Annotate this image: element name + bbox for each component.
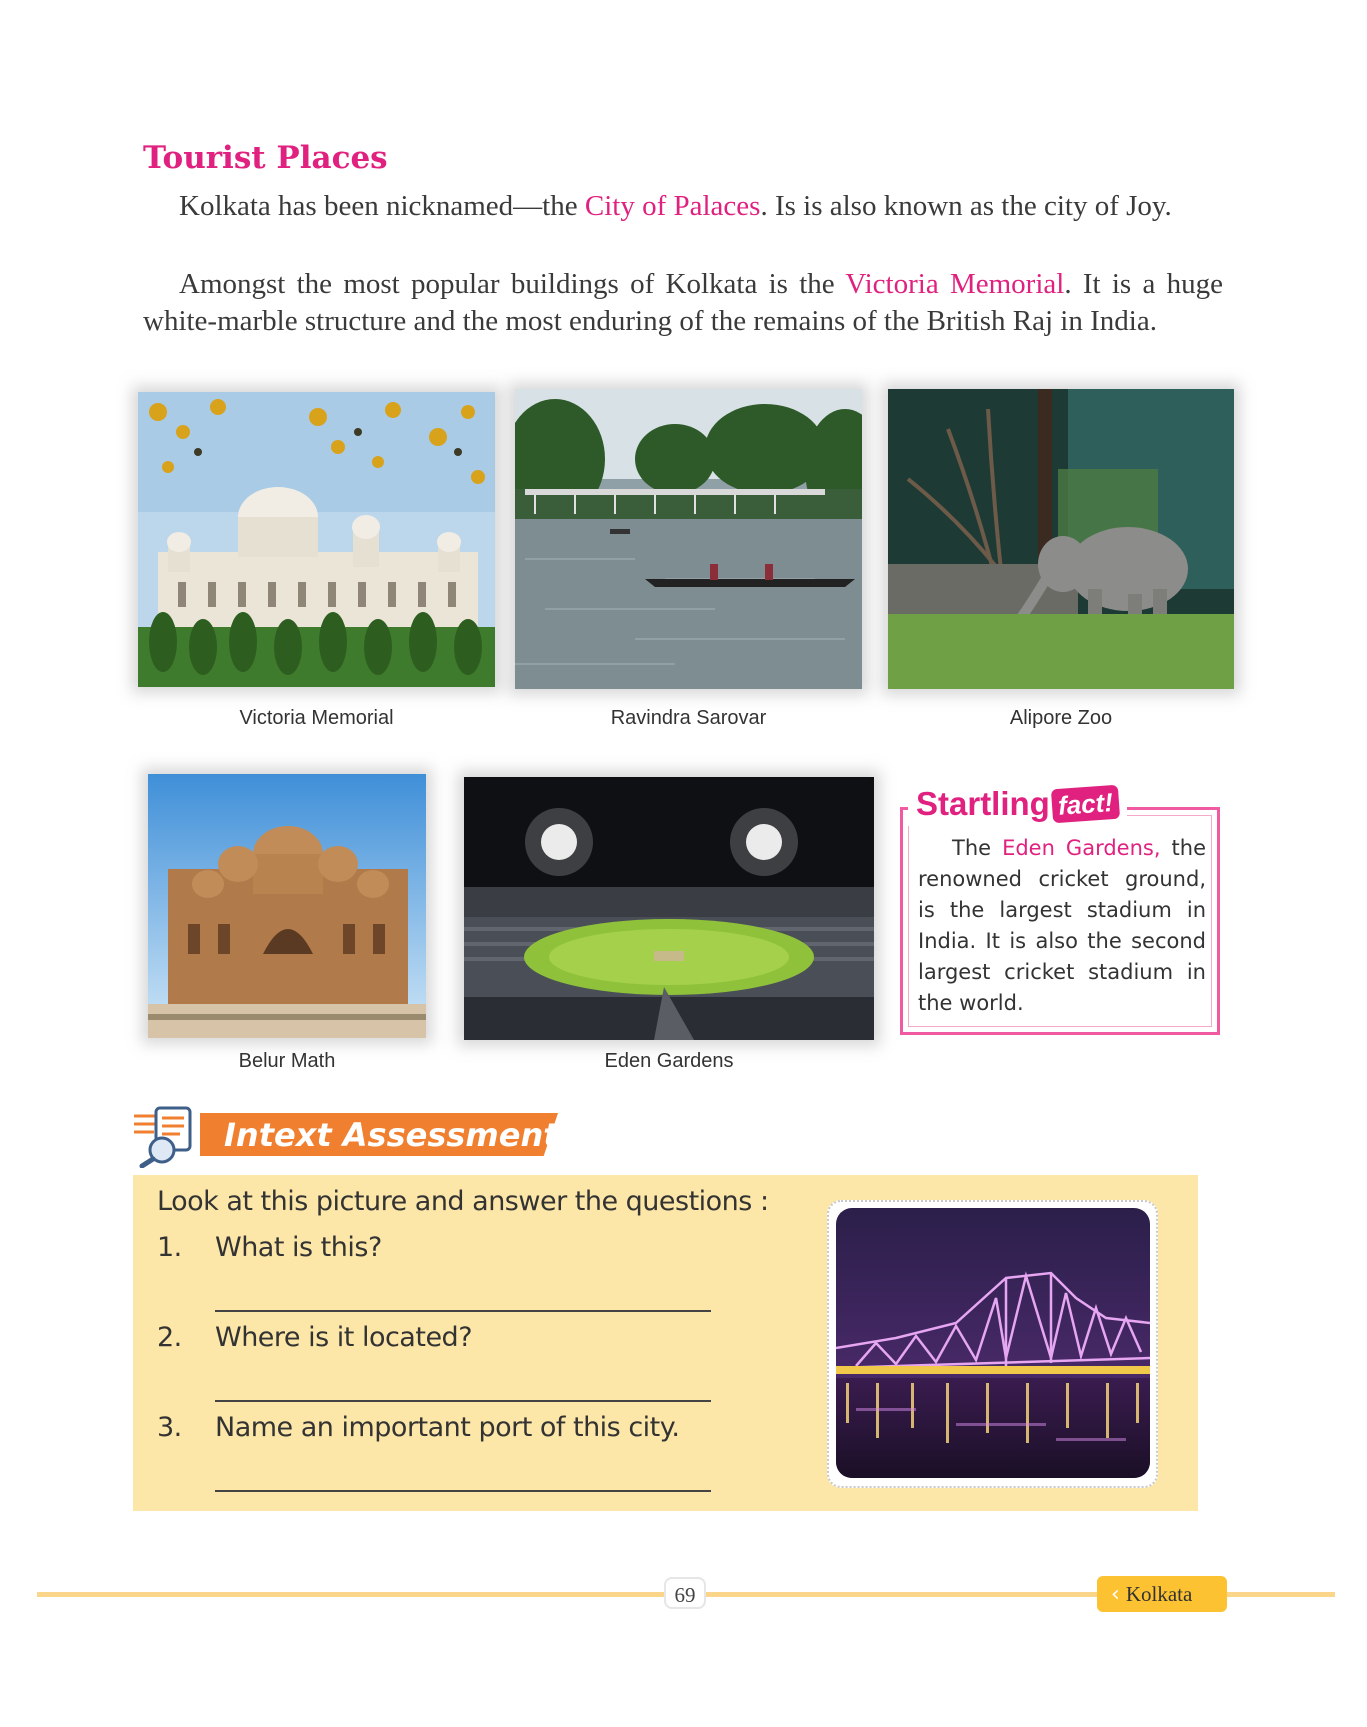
fact-badge: fact! <box>1051 785 1120 824</box>
paragraph-text: . It is a huge white-marble structure and the most enduring of the remains of the British Raj in India. <box>143 268 1224 337</box>
howrah-bridge-photo <box>836 1208 1150 1478</box>
startling-fact-text <box>918 833 1206 1019</box>
startling-fact-title <box>908 782 1127 826</box>
chevron-left-icon: ‹ <box>1111 1581 1120 1607</box>
caption-eden-gardens: Eden Gardens <box>604 1050 734 1072</box>
question-number: 1. <box>157 1232 182 1263</box>
caption-belur-math: Belur Math <box>238 1050 336 1072</box>
question-text: What is this? <box>215 1232 382 1263</box>
page-number: 69 <box>664 1577 706 1609</box>
question-number: 3. <box>157 1412 182 1443</box>
paragraph-text: Kolkata has been nicknamed—the <box>179 190 585 222</box>
paragraph-text: . Is is also known as the city of Joy. <box>760 190 1172 222</box>
eden-gardens-photo <box>464 777 874 1040</box>
assessment-prompt: Look at this picture and answer the questions : <box>157 1186 769 1217</box>
fact-text-start: The <box>952 836 1003 860</box>
chapter-tab[interactable] <box>1097 1576 1227 1612</box>
highlight-victoria-memorial: Victoria Memorial <box>845 268 1065 300</box>
section-title: Tourist Places <box>143 140 388 176</box>
startling-label: Startling <box>916 785 1050 822</box>
ravindra-sarovar-photo <box>515 389 862 689</box>
victoria-memorial-photo <box>138 392 495 687</box>
highlight-eden-gardens: Eden Gardens, <box>1002 836 1161 860</box>
caption-victoria-memorial: Victoria Memorial <box>239 707 394 729</box>
answer-line-3[interactable] <box>215 1490 711 1492</box>
belur-math-photo <box>148 774 426 1038</box>
alipore-zoo-photo <box>888 389 1234 689</box>
intro-paragraph <box>143 188 1223 225</box>
paragraph-text: Amongst the most popular buildings of Kolkata is the <box>179 268 846 300</box>
victoria-paragraph <box>143 266 1223 340</box>
highlight-city-of-palaces: City of Palaces <box>584 190 761 222</box>
answer-line-2[interactable] <box>215 1400 711 1402</box>
caption-ravindra-sarovar: Ravindra Sarovar <box>610 707 767 729</box>
assessment-title: Intext Assessment <box>224 1116 559 1154</box>
question-text: Name an important port of this city. <box>215 1412 680 1443</box>
magnifier-list-icon <box>132 1102 204 1168</box>
question-number: 2. <box>157 1322 182 1353</box>
fact-text-rest: the renowned cricket ground, is the largest stadium in India. It is also the second largest cricket stadium in the world. <box>918 836 1206 1015</box>
question-text: Where is it located? <box>215 1322 473 1353</box>
caption-alipore-zoo: Alipore Zoo <box>1009 707 1113 729</box>
chapter-name: Kolkata <box>1125 1581 1193 1606</box>
answer-line-1[interactable] <box>215 1310 711 1312</box>
